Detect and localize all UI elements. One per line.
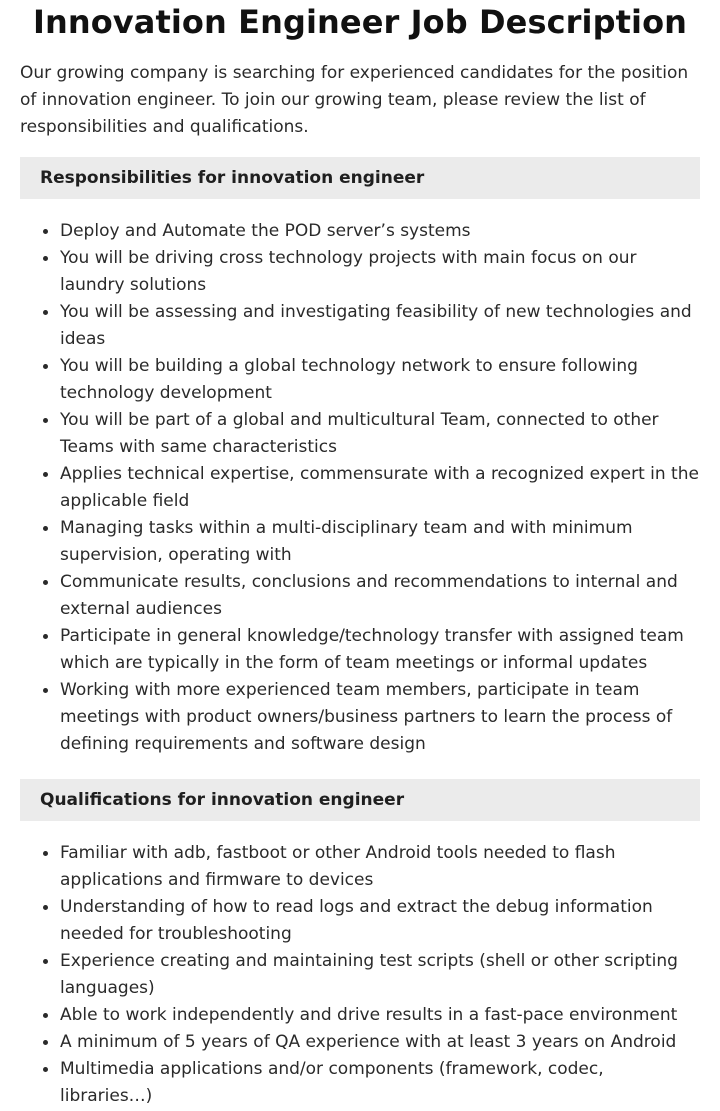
list-item: Working with more experienced team members, participate in team meetings with product owners/business partners to learn the process of defining requirements and software design <box>60 677 700 758</box>
list-item: Participate in general knowledge/technology transfer with assigned team which are typically in the form of team meetings or informal updates <box>60 623 700 677</box>
list-item: Experience creating and maintaining test scripts (shell or other scripting languages) <box>60 948 700 1002</box>
list-item: Able to work independently and drive results in a fast-pace environment <box>60 1002 700 1029</box>
qualifications-list <box>20 840 700 1110</box>
list-item: Deploy and Automate the POD server’s systems <box>60 218 700 245</box>
list-item: You will be assessing and investigating feasibility of new technologies and ideas <box>60 299 700 353</box>
list-item: Communicate results, conclusions and recommendations to internal and external audiences <box>60 569 700 623</box>
list-item: Managing tasks within a multi-disciplinary team and with minimum supervision, operating with <box>60 515 700 569</box>
page-title: Innovation Engineer Job Description <box>32 3 688 41</box>
responsibilities-list <box>20 218 700 758</box>
list-item: A minimum of 5 years of QA experience with at least 3 years on Android <box>60 1029 700 1056</box>
qualifications-heading: Qualifications for innovation engineer <box>20 779 700 821</box>
list-item: Multimedia applications and/or components (framework, codec, libraries…) <box>60 1056 700 1110</box>
responsibilities-heading: Responsibilities for innovation engineer <box>20 157 700 199</box>
list-item: You will be part of a global and multicultural Team, connected to other Teams with same characteristics <box>60 407 700 461</box>
intro-paragraph: Our growing company is searching for experienced candidates for the position of innovation engineer. To join our growing team, please review the list of responsibilities and qualifications. <box>20 63 689 137</box>
list-item: You will be building a global technology network to ensure following technology development <box>60 353 700 407</box>
list-item: Applies technical expertise, commensurate with a recognized expert in the applicable field <box>60 461 700 515</box>
list-item: Familiar with adb, fastboot or other Android tools needed to flash applications and firmware to devices <box>60 840 700 894</box>
list-item: You will be driving cross technology projects with main focus on our laundry solutions <box>60 245 700 299</box>
list-item: Understanding of how to read logs and extract the debug information needed for troubleshooting <box>60 894 700 948</box>
